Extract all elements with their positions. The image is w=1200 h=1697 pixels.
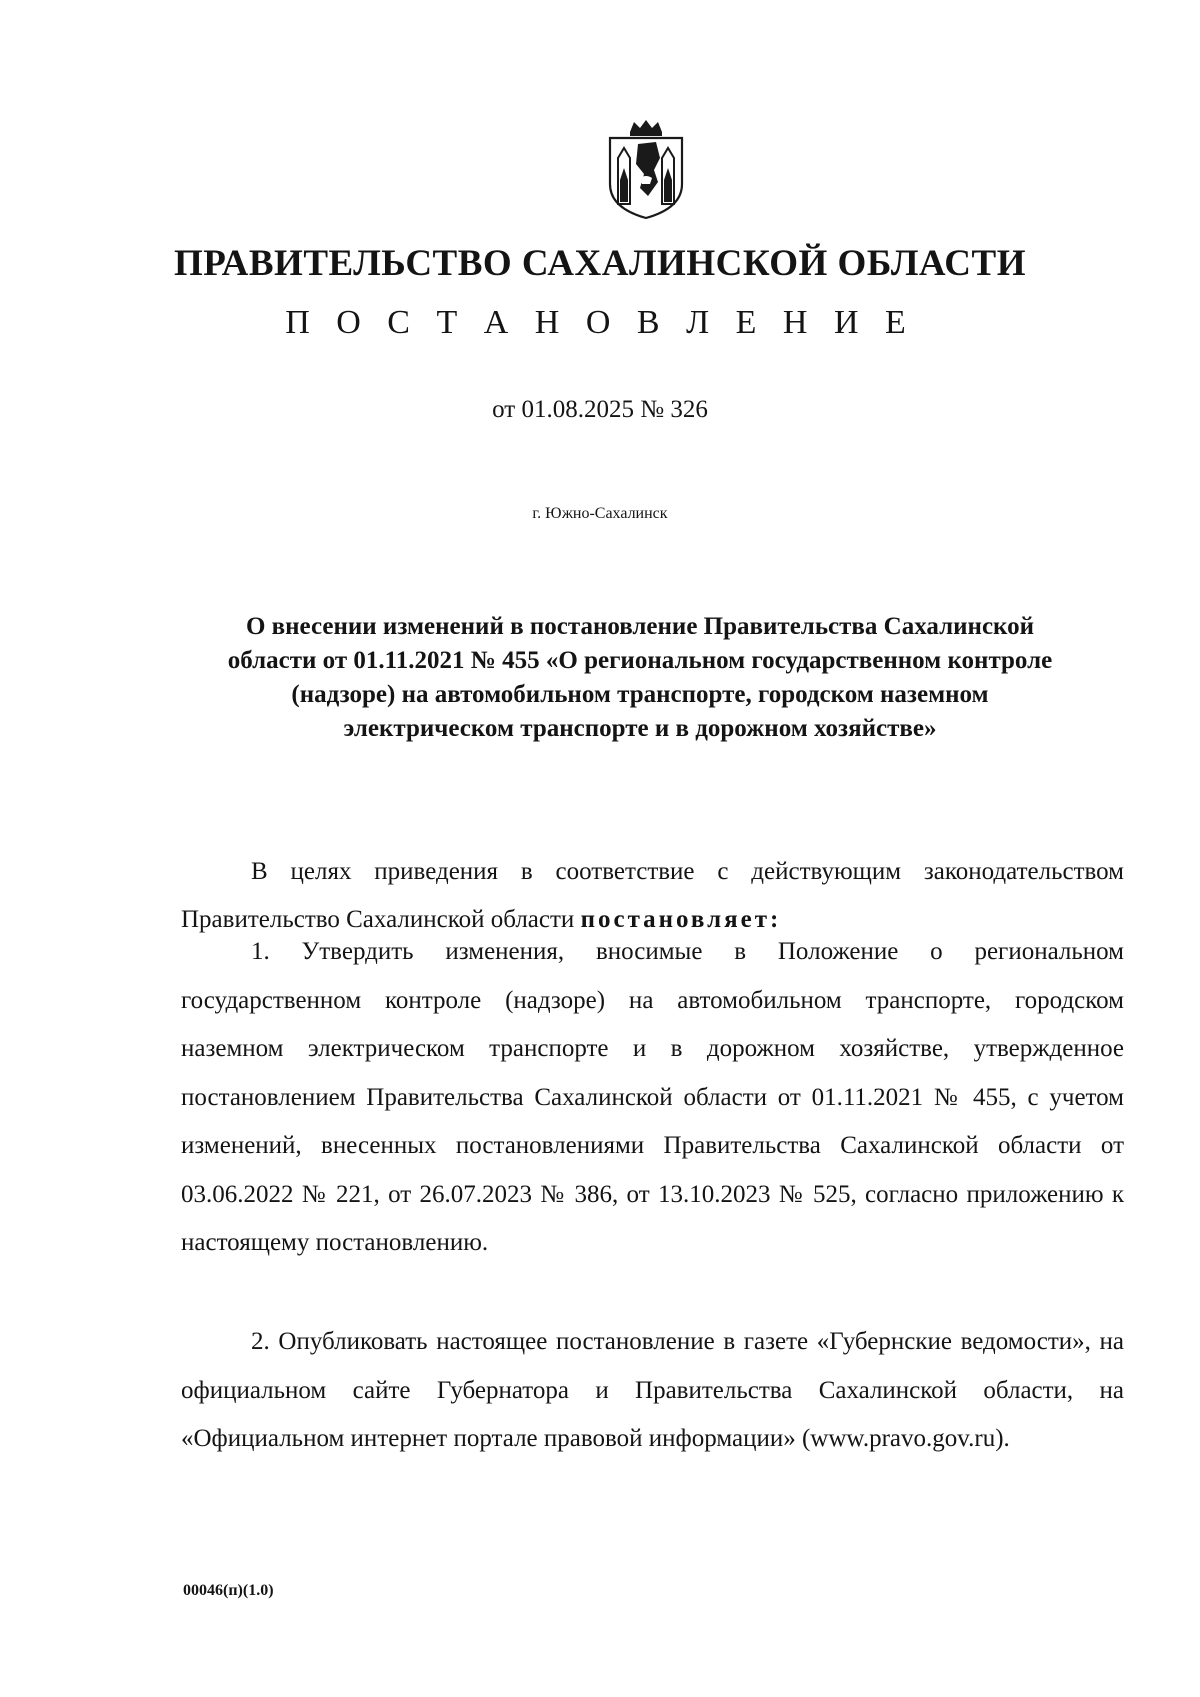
paragraph-item-1: 1. Утвердить изменения, вносимые в Положение о региональном государственном контроле (надзоре) на автомобильном транспорте, городском наземном электрическом транспорте и в дорожном хозяйстве, утвержденное постановлением Правительства Сахалинской области от 01.11.2021 № 455, с учетом изменений, внесенных постановлениями Правительства Сахалинской области от 03.06.2022 № 221, от 26.07.2023 № 386, от 13.10.2023 № 525, согласно приложению к настоящему постановлению. [181, 938, 1124, 1256]
government-title: ПРАВИТЕЛЬСТВО САХАЛИНСКОЙ ОБЛАСТИ [174, 243, 1026, 284]
document-city: г. Южно-Сахалинск [532, 505, 668, 522]
preamble-verb: постановляет: [580, 906, 782, 933]
subject-line: области от 01.11.2021 № 455 «О региональном государственном контроле [227, 647, 1053, 674]
preamble-text: В целях приведения в соответствие с действующим законодательством Правительство Сахалинской области [181, 858, 1124, 933]
document-subject [160, 610, 1120, 746]
document-date-number: от 01.08.2025 № 326 [492, 396, 708, 423]
form-code: 00046(п)(1.0) [183, 1582, 274, 1599]
sakhalin-coat-of-arms-icon [600, 118, 692, 220]
subject-line: (надзоре) на автомобильном транспорте, городском наземном [291, 681, 989, 708]
subject-line: электрическом транспорте и в дорожном хозяйстве» [343, 715, 937, 742]
document-type: П О С Т А Н О В Л Е Н И Е [285, 304, 915, 341]
subject-line: О внесении изменений в постановление Правительства Сахалинской [245, 613, 1035, 640]
paragraph-item-2: 2. Опубликовать настоящее постановление в газете «Губернские ведомости», на официальном сайте Губернатора и Правительства Сахалинской области, на «Официальном интернет портале правовой информации» (www.pravo.gov.ru). [181, 1328, 1124, 1452]
